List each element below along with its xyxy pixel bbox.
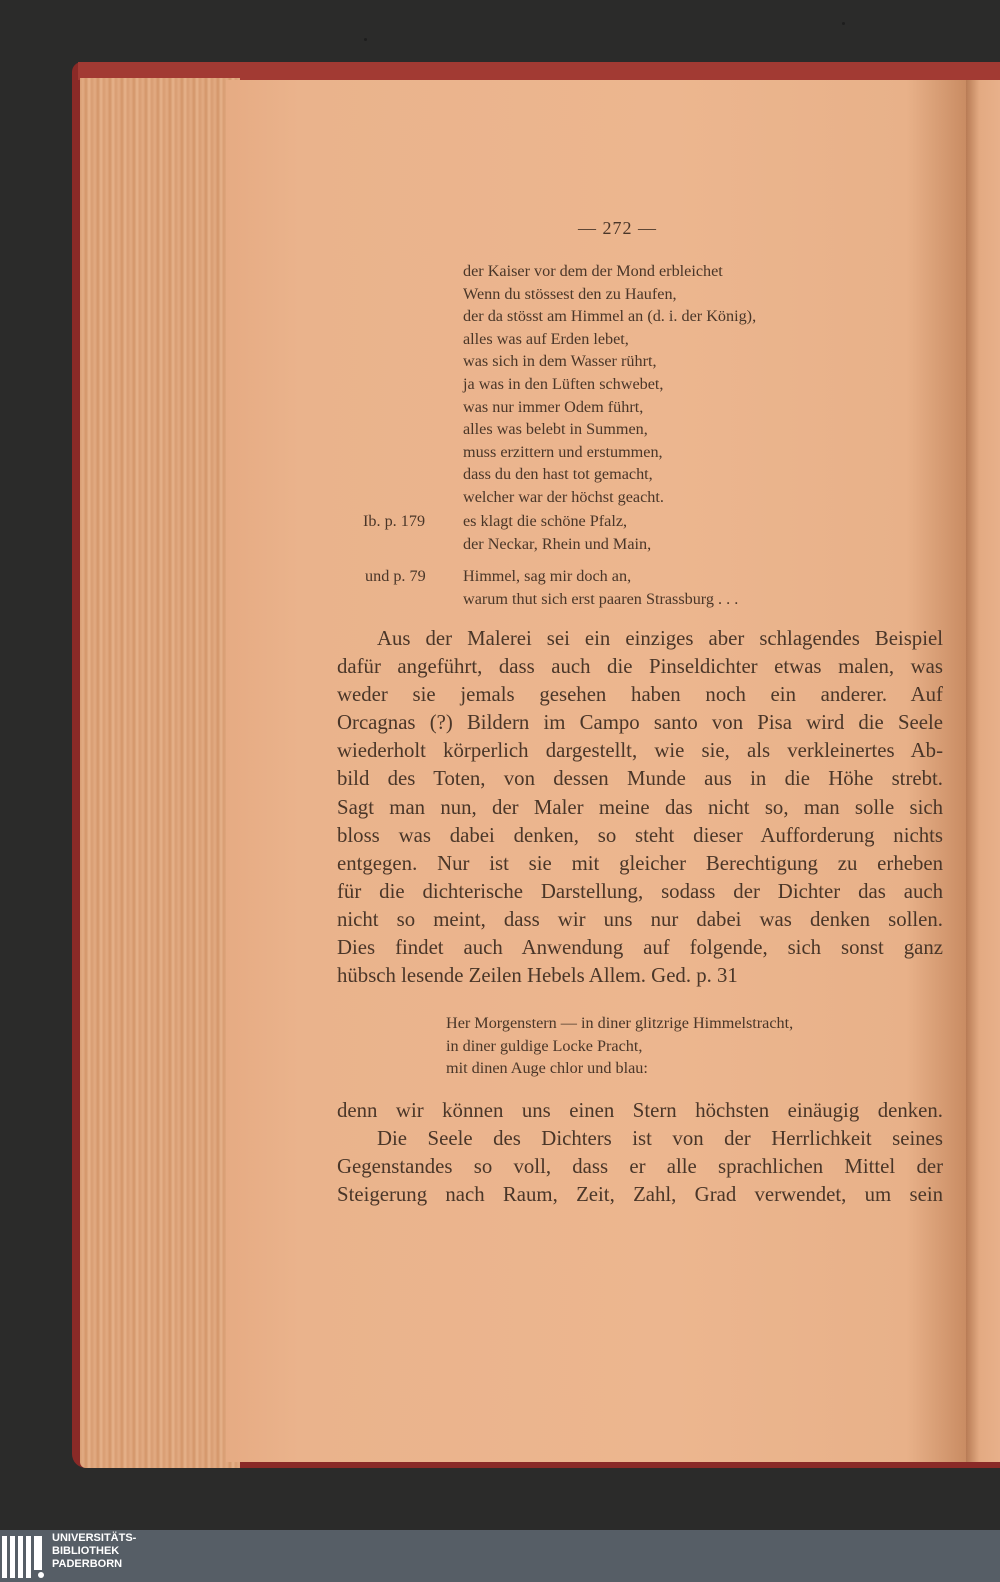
reference-quote	[463, 565, 738, 610]
poem-line: der da stösst am Himmel an (d. i. der König),	[463, 307, 757, 326]
quote-line: mit dinen Auge chlor und blau:	[446, 1059, 648, 1078]
text-line: bloss was dabei denken, so steht dieser Aufforderung nichts	[337, 823, 943, 847]
poem-line: alles was auf Erden lebet,	[463, 329, 629, 348]
poem-line: dass du den hast tot gemacht,	[463, 465, 653, 484]
quote-line: warum thut sich erst paaren Strassburg . . .	[463, 589, 739, 608]
poem-line: alles was belebt in Summen,	[463, 420, 648, 439]
text-line: für die dichterische Darstellung, sodass der Dichter das auch	[337, 879, 943, 903]
text-line: entgegen. Nur ist sie mit gleicher Berechtigung zu erheben	[337, 851, 943, 875]
page-number: — 272 —	[578, 218, 657, 238]
text-line: Orcagnas (?) Bildern im Campo santo von Pisa wird die Seele	[337, 711, 943, 735]
text-line: Steigerung nach Raum, Zeit, Zahl, Grad verwendet, um sein	[337, 1183, 943, 1207]
quote-line: Himmel, sag mir doch an,	[463, 567, 632, 585]
library-name	[52, 1532, 136, 1571]
reference-label: und p. 79	[365, 567, 426, 585]
body-paragraph	[337, 1125, 943, 1209]
text-line: bild des Toten, von dessen Munde aus in die Höhe strebt.	[337, 767, 943, 791]
facing-page-edge	[966, 80, 1000, 1462]
quote-line: es klagt die schöne Pfalz,	[463, 512, 628, 530]
library-name-line: BIBLIOTHEK	[52, 1545, 120, 1557]
text-line: weder sie jemals gesehen haben noch ein anderer. Auf	[337, 683, 943, 707]
library-name-line: UNIVERSITÄTS-	[52, 1532, 137, 1544]
text-line: wiederholt körperlich dargestellt, wie sie, als verkleinertes Ab-	[337, 739, 943, 763]
library-name-line: PADERBORN	[52, 1558, 123, 1570]
text-line: Sagt man nun, der Maler meine das nicht so, man solle sich	[337, 795, 943, 819]
reference-label: Ib. p. 179	[363, 512, 426, 530]
text-line: Dies findet auch Anwendung auf folgende, sich sonst ganz	[337, 936, 943, 960]
text-line: denn wir können uns einen Stern höchsten einäugig denken.	[337, 1099, 943, 1122]
body-paragraph	[337, 625, 943, 990]
library-footer-bar	[0, 1530, 1000, 1582]
poem-block	[463, 260, 756, 509]
poem-line: Wenn du stössest den zu Haufen,	[463, 284, 677, 303]
text-line: Die Seele des Dichters ist von der Herrlichkeit seines	[377, 1127, 943, 1150]
poem-line: muss erzittern und erstummen,	[463, 442, 663, 461]
reference-quote	[463, 510, 651, 555]
body-paragraph	[337, 1097, 943, 1125]
stacked-page-edges	[80, 78, 240, 1468]
text-line: Gegenstandes so voll, dass er alle sprachlichen Mittel der	[337, 1155, 943, 1179]
text-line: Aus der Malerei sei ein einziges aber schlagendes Beispiel	[377, 627, 943, 650]
dust-speck	[842, 22, 845, 25]
poem-line: der Kaiser vor dem der Mond erbleichet	[463, 262, 723, 280]
quote-line: Her Morgenstern — in diner glitzrige Himmelstracht,	[446, 1014, 794, 1032]
quote-line: in diner guldige Locke Pracht,	[446, 1036, 643, 1055]
hebel-quote	[446, 1012, 793, 1080]
quote-line: der Neckar, Rhein und Main,	[463, 534, 652, 553]
poem-line: welcher war der höchst geacht.	[463, 487, 664, 506]
dust-speck	[364, 38, 367, 41]
text-line: nicht so meint, dass wir uns nur dabei was denken sollen.	[337, 907, 943, 931]
poem-line: was nur immer Odem führt,	[463, 397, 644, 416]
text-line: hübsch lesende Zeilen Hebels Allem. Ged. p. 31	[337, 964, 738, 988]
library-logo-icon	[2, 1536, 48, 1578]
poem-line: was sich in dem Wasser rührt,	[463, 352, 657, 371]
text-line: dafür angeführt, dass auch die Pinseldichter etwas malen, was	[337, 655, 943, 679]
poem-line: ja was in den Lüften schwebet,	[463, 374, 664, 393]
